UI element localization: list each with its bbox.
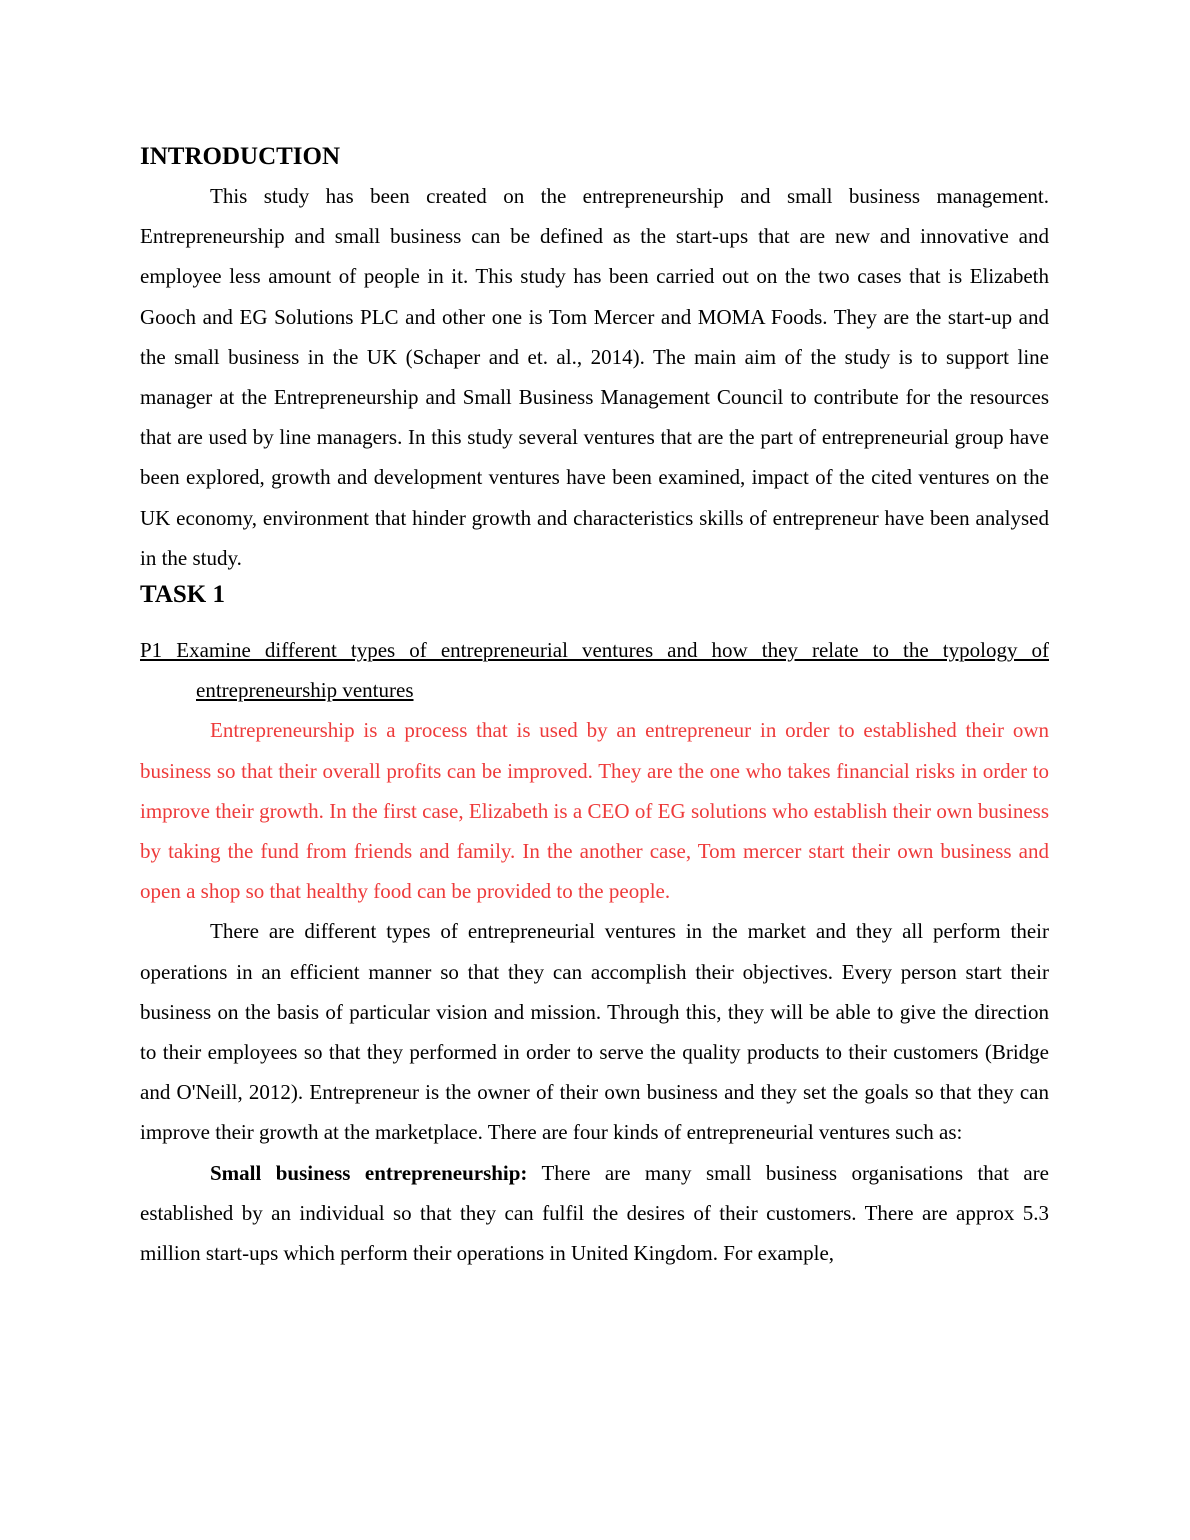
p1-subheading: P1 Examine different types of entrepreneurial ventures and how they relate to the typology of entrepreneurship ventures	[140, 638, 1049, 703]
introduction-heading: INTRODUCTION	[140, 143, 341, 170]
task1-heading: TASK 1	[140, 581, 225, 609]
small-business-text: There are many small business organisations that are established by an individual so that they can fulfil the desires of their customers. There are approx 5.3 million start-ups which perform their operations in United Kingdom. For example,	[140, 1160, 1049, 1266]
ventures-paragraph: There are different types of entrepreneurial ventures in the market and they all perform their operations in an efficient manner so that they can accomplish their objectives. Every person start their business on the basis of particular vision and mission. Through this, they will be able to give the direction to their employees so that they performed in order to serve the quality products to their customers (Bridge and O'Neill, 2012). Entrepreneur is the owner of their own business and they set the goals so that they can improve their growth at the marketplace. There are four kinds of entrepreneurial ventures such as:	[140, 919, 1049, 1145]
small-business-label: Small business entrepreneurship:	[210, 1160, 528, 1185]
introduction-paragraph: This study has been created on the entrepreneurship and small business management. Entrepreneurship and small business can be defined as the start-ups that are new and innovative and employee less amount of people in it. This study has been carried out on the two cases that is Elizabeth Gooch and EG Solutions PLC and other one is Tom Mercer and MOMA Foods. They are the start-up and the small business in the UK (Schaper and et. al., 2014). The main aim of the study is to support line manager at the Entrepreneurship and Small Business Management Council to contribute for the resources that are used by line managers. In this study several ventures that are the part of entrepreneurial group have been explored, growth and development ventures have been examined, impact of the cited ventures on the UK economy, environment that hinder growth and characteristics skills of entrepreneur have been analysed in the study.	[140, 184, 1049, 570]
small-business-paragraph	[140, 1153, 1049, 1274]
document-page	[140, 140, 1049, 1273]
red-highlight-paragraph: Entrepreneurship is a process that is used by an entrepreneur in order to established their own business so that their overall profits can be improved. They are the one who takes financial risks in order to improve their growth. In the first case, Elizabeth is a CEO of EG solutions who establish their own business by taking the fund from friends and family. In the another case, Tom mercer start their own business and open a shop so that healthy food can be provided to the people.	[140, 718, 1049, 904]
